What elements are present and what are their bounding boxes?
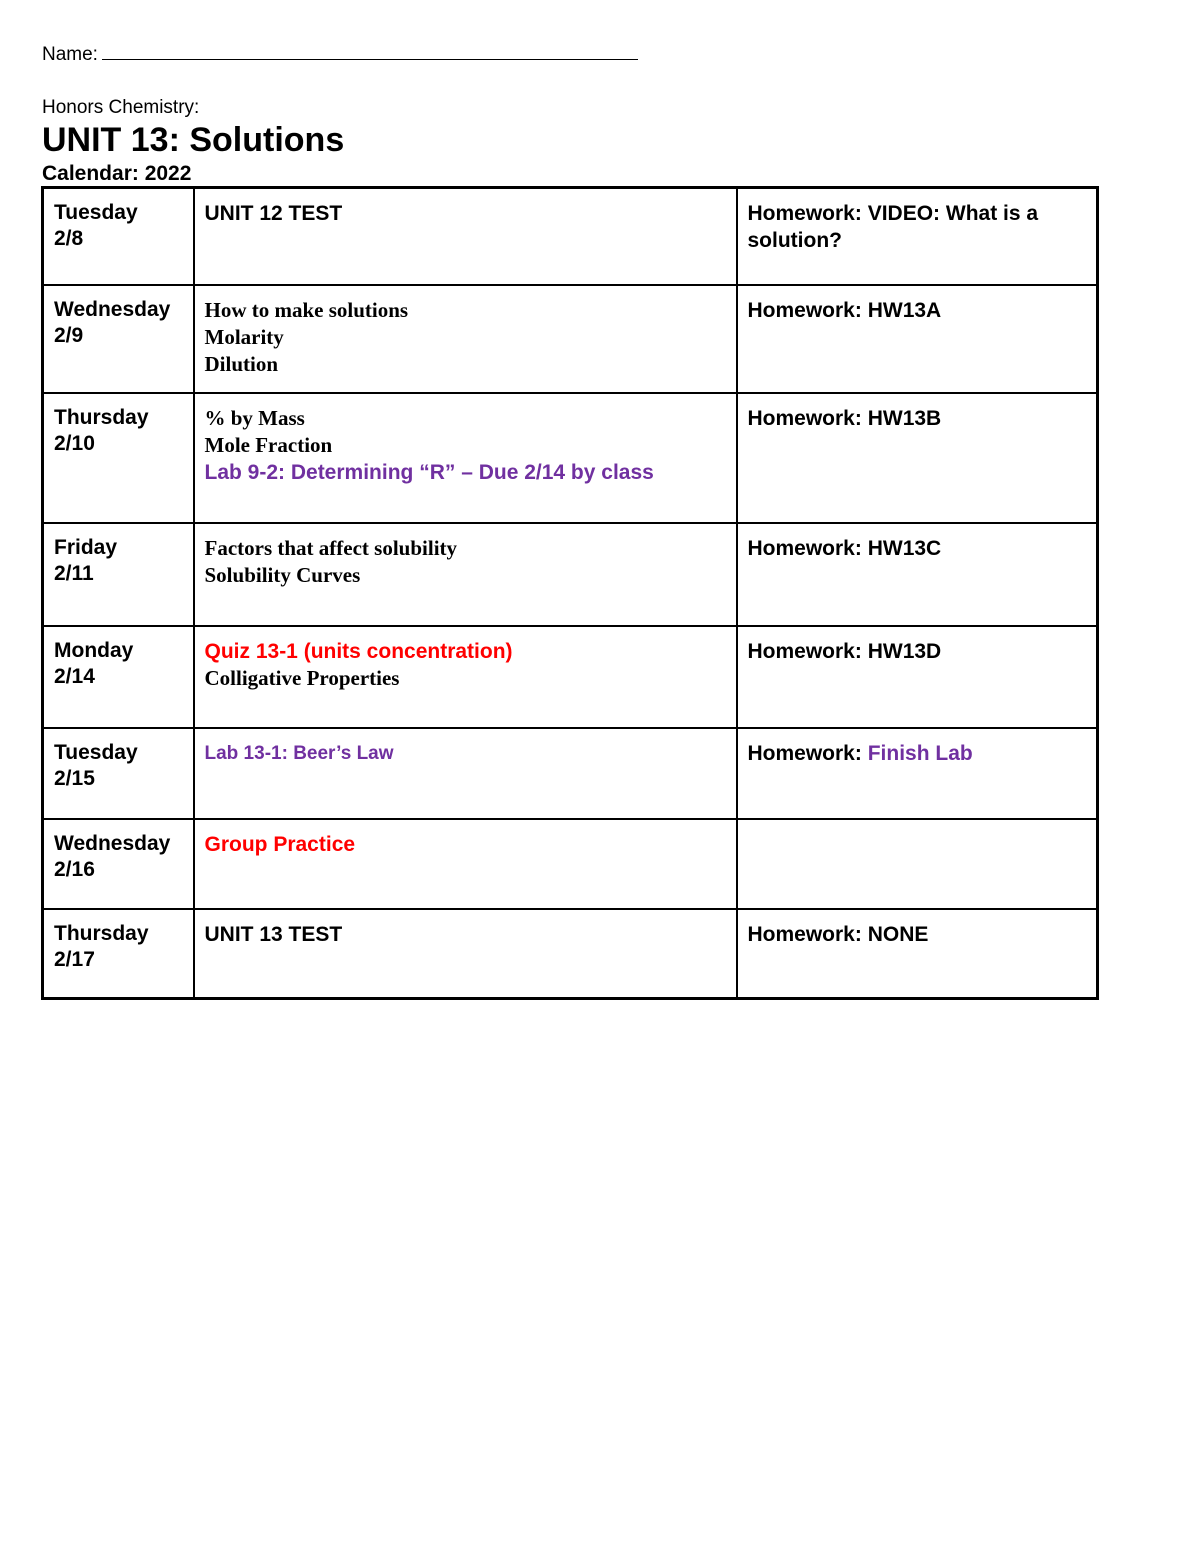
homework-cell: [737, 909, 1098, 999]
topic-item: Molarity: [204, 324, 284, 349]
day-name: Wednesday: [54, 297, 171, 321]
homework-cell: [737, 626, 1098, 728]
practice-item: Group Practice: [204, 832, 356, 856]
day-date: 2/11: [54, 561, 94, 585]
page-title: UNIT 13: Solutions: [42, 121, 345, 159]
day-cell: [43, 819, 194, 909]
topic-item: Dilution: [204, 351, 279, 376]
day-cell: [43, 909, 194, 999]
topic-item: Mole Fraction: [204, 432, 333, 457]
day-name: Wednesday: [54, 831, 171, 855]
topic-cell: [194, 188, 737, 285]
day-name: Tuesday: [54, 201, 138, 224]
table-row: [43, 285, 1098, 393]
lab-item: Lab 9-2: Determining “R” – Due 2/14 by class: [204, 460, 654, 484]
day-name: Monday: [54, 638, 134, 662]
day-cell: [43, 285, 194, 393]
table-row: [43, 728, 1098, 819]
day-cell: [43, 523, 194, 626]
table-row: [43, 819, 1098, 909]
topic-item: How to make solutions: [204, 297, 409, 322]
name-blank-line: [102, 45, 638, 60]
homework-cell: [737, 819, 1098, 909]
topic-item: % by Mass: [204, 405, 305, 430]
topic-item: Colligative Properties: [204, 665, 400, 690]
day-cell: [43, 728, 194, 819]
schedule-table: [41, 186, 1099, 1000]
homework-label: Homework:: [747, 298, 862, 322]
topic-cell: [194, 626, 737, 728]
day-date: 2/15: [54, 766, 95, 790]
homework-cell: [737, 393, 1098, 523]
day-cell: [43, 188, 194, 285]
homework-cell: [737, 728, 1098, 819]
homework-label: Homework:: [747, 741, 862, 765]
topic-cell: [194, 393, 737, 523]
topic-item: Factors that affect solubility: [204, 535, 458, 560]
homework-value: HW13A: [867, 298, 942, 322]
quiz-item: Quiz 13-1 (units concentration): [204, 639, 513, 663]
homework-label: Homework:: [747, 639, 862, 663]
homework-value: VIDEO: What is a solution?: [747, 202, 1039, 252]
name-label: Name:: [42, 44, 98, 65]
name-field: [42, 42, 638, 68]
topic-item: Solubility Curves: [204, 562, 361, 587]
day-date: 2/9: [54, 323, 84, 347]
day-date: 2/14: [54, 664, 95, 688]
course-title: Honors Chemistry:: [42, 97, 200, 118]
lab-item: Lab 13-1: Beer’s Law: [204, 742, 394, 764]
day-date: 2/8: [54, 227, 84, 250]
day-date: 2/10: [54, 431, 95, 455]
topic-item: UNIT 13 TEST: [204, 922, 343, 946]
topic-cell: [194, 285, 737, 393]
homework-label: Homework:: [747, 922, 862, 946]
homework-value: HW13B: [867, 406, 942, 430]
table-row: [43, 188, 1098, 285]
topic-cell: [194, 819, 737, 909]
homework-value: NONE: [867, 922, 929, 946]
day-date: 2/16: [54, 857, 95, 881]
homework-cell: [737, 188, 1098, 285]
topic-item: UNIT 12 TEST: [204, 202, 343, 225]
day-cell: [43, 393, 194, 523]
day-date: 2/17: [54, 947, 95, 971]
table-row: [43, 626, 1098, 728]
table-row: [43, 523, 1098, 626]
calendar-label: Calendar: 2022: [42, 162, 192, 185]
day-name: Thursday: [54, 405, 149, 429]
table-row: [43, 393, 1098, 523]
homework-cell: [737, 523, 1098, 626]
topic-cell: [194, 728, 737, 819]
homework-label: Homework:: [747, 406, 862, 430]
homework-value: Finish Lab: [867, 741, 973, 765]
topic-cell: [194, 909, 737, 999]
day-name: Friday: [54, 535, 118, 559]
day-cell: [43, 626, 194, 728]
day-name: Thursday: [54, 921, 149, 945]
homework-label: Homework:: [747, 536, 862, 560]
table-row: [43, 909, 1098, 999]
topic-cell: [194, 523, 737, 626]
homework-value: HW13D: [867, 639, 942, 663]
homework-label: Homework:: [747, 202, 862, 225]
homework-cell: [737, 285, 1098, 393]
homework-value: HW13C: [867, 536, 942, 560]
day-name: Tuesday: [54, 740, 138, 764]
